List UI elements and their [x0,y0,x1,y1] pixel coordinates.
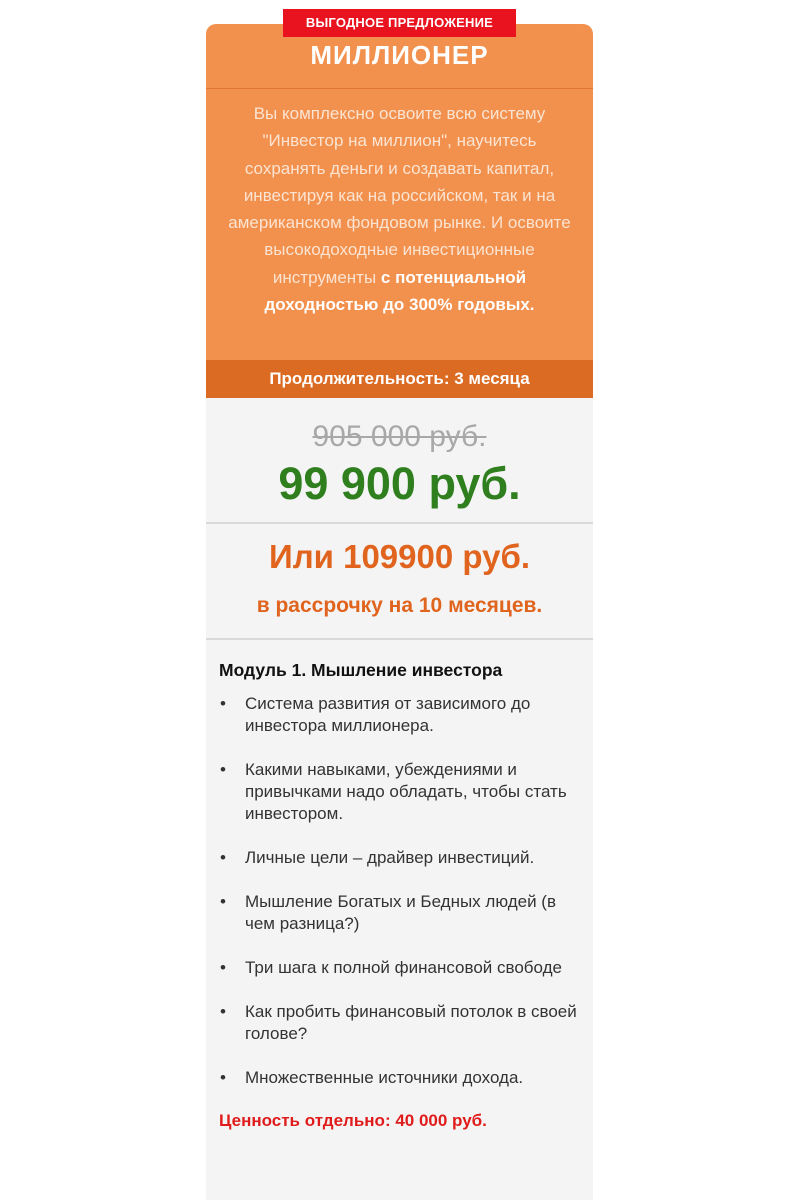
list-item-text: Как пробить финансовый потолок в своей голове? [245,1002,577,1043]
plan-description-highlight: с потенциальной доходностью до 300% годовых. [264,267,535,315]
new-price: 99 900 руб. [278,458,521,509]
module-section [206,640,593,1131]
pricing-card [206,24,593,1200]
installment-price: Или 109900 руб. [268,538,531,575]
installment-terms: в рассрочку на 10 месяцев. [256,594,543,617]
list-item [219,1001,581,1045]
bullet-icon: • [220,694,226,713]
list-item-text: Множественные источники дохода. [245,1068,524,1087]
bullet-icon: • [220,848,226,867]
module-value: Ценность отдельно: 40 000 руб. [219,1111,487,1130]
module-list [219,693,581,1089]
list-item-text: Система развития от зависимого до инвестора миллионера. [245,694,531,735]
bullet-icon: • [220,1002,226,1021]
duration-bar: Продолжительность: 3 месяца [206,360,593,398]
installment-block [206,524,593,638]
plan-description [220,100,579,318]
list-item-text: Мышление Богатых и Бедных людей (в чем разница?) [245,892,556,933]
list-item-text: Какими навыками, убеждениями и привычками надо обладать, чтобы стать инвестором. [245,760,567,823]
list-item [219,759,581,825]
list-item [219,891,581,935]
plan-title: МИЛЛИОНЕР [310,40,489,70]
plan-header [206,24,593,360]
module-title: Модуль 1. Мышление инвестора [219,660,503,680]
plan-description-text: Вы комплексно освоите всю систему "Инвестор на миллион", научитесь сохранять деньги и создавать капитал, инвестируя как на российском, так и на американском фондовом рынке. И освоите высокодоходные инвестиционные инструменты [228,104,571,287]
price-block [206,398,593,522]
list-item [219,693,581,737]
list-item-text: Три шага к полной финансовой свободе [245,958,562,977]
list-item [219,957,581,979]
bullet-icon: • [220,958,226,977]
header-divider [206,88,593,89]
old-price: 905 000 руб. [312,420,487,453]
offer-badge: ВЫГОДНОЕ ПРЕДЛОЖЕНИЕ [283,9,516,37]
bullet-icon: • [220,1068,226,1087]
list-item-text: Личные цели – драйвер инвестиций. [245,848,535,867]
bullet-icon: • [220,760,226,779]
list-item [219,1067,581,1089]
bullet-icon: • [220,892,226,911]
list-item [219,847,581,869]
